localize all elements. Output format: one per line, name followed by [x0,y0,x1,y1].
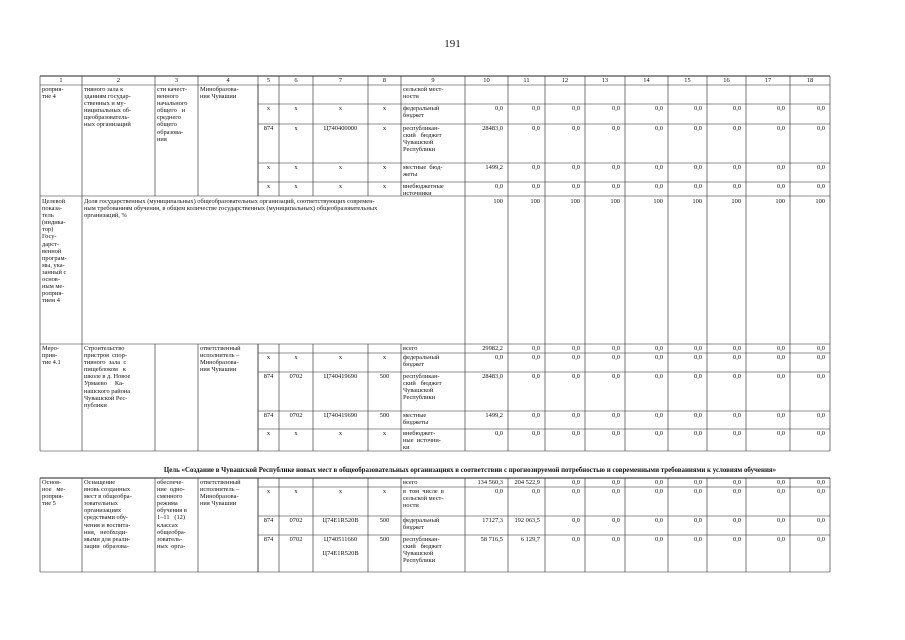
funding-source: в том числе в сельской мест- ности [403,488,444,510]
indicator-value: 100 [692,198,702,205]
cell-value: 0,0 [612,517,620,524]
header-number: 13 [601,77,609,84]
cell-section: x [294,488,298,495]
cell-value: 0,0 [655,183,663,190]
cell-expense-type: 500 [379,517,390,524]
indicator-label: Целевой показа- тель (индика- тор) Госу- дарст- венной програм- мы, ука- занный с основ- ным ме- роприя- тием 4 [42,198,67,305]
cell-value: 17127,3 [482,517,503,524]
cell-value: 0,0 [733,125,741,132]
cell-target-article: Ц74Е1R520В [322,517,359,524]
cell-expense-type: x [382,430,387,437]
indicator-value: 100 [815,198,825,205]
cell-value: 0,0 [655,536,663,543]
cell-value: 0,0 [572,536,580,543]
event-description: тивного зала к зданиям государ- ственных и му- ниципальных об- щеобразователь- ных организаций [84,86,132,129]
indicator-value: 100 [530,198,540,205]
indicator-value: 100 [731,198,741,205]
cell-value: 0,0 [612,412,620,419]
cell-value: 0,0 [572,517,580,524]
header-number: 16 [723,77,730,84]
cell-value: 0,0 [532,345,540,352]
header-number: 18 [806,77,814,84]
cell-value: 0,0 [733,105,741,112]
cell-value: 0,0 [777,517,785,524]
cell-value: 0,0 [612,488,620,495]
cell-value: 1499,2 [485,412,503,419]
header-number: 4 [226,77,230,84]
cell-value: 0,0 [694,164,702,171]
cell-value: 0,0 [777,105,785,112]
cell-value: 0,0 [655,164,663,171]
cell-value: 0,0 [694,479,702,486]
cell-value: 0,0 [817,373,825,380]
funding-source: местные бюджеты [403,412,429,427]
cell-value: 0,0 [777,345,785,352]
cell-value: 0,0 [612,125,620,132]
cell-value: 0,0 [655,373,663,380]
funding-source: федеральный бюджет [403,354,440,369]
cell-value: 0,0 [532,488,540,495]
cell-value: 0,0 [733,345,741,352]
cell-section: x [294,105,298,112]
event-label: Основ- ное ме- роприя- тие 5 [42,479,66,508]
cell-value: 0,0 [817,345,825,352]
cell-target-article: Ц740419690 [323,412,358,419]
cell-expense-type: 500 [379,373,390,380]
cell-value: 0,0 [572,345,580,352]
event-description: Оснащение вновь созданных мест в общеобра- зовательных организациях средствами обу- чения и воспита- ния, необходи- мыми для реали- зации образова- [84,479,132,550]
cell-section: 0702 [289,412,303,419]
cell-value: 0,0 [777,412,785,419]
cell-grbs: x [266,354,271,361]
header-number: 1 [59,77,63,84]
cell-value: 0,0 [532,354,540,361]
cell-value: 0,0 [612,479,620,486]
cell-value: 0,0 [495,430,503,437]
cell-value: 0,0 [612,354,620,361]
event-description: Строительство пристроя спор- тивного зала с пищеблоком к школе в д. Новое Урмаево Ка- нашского района Чувашской Рес- публики [84,345,131,409]
cell-target-article: x [338,430,343,437]
funding-source: внебюджет- ные источни- ки [403,430,441,452]
header-number: 11 [523,77,530,84]
cell-value: 0,0 [495,488,503,495]
cell-target-article: Ц740511660 Ц74Е1R520В [322,536,359,558]
cell-value: 204 522,9 [514,479,540,486]
cell-value: 0,0 [733,479,741,486]
cell-target-article: Ц740419690 [323,373,358,380]
cell-value: 0,0 [532,430,540,437]
indicator-value: 100 [493,198,503,205]
cell-section: x [294,164,298,171]
cell-value: 0,0 [694,373,702,380]
cell-expense-type: x [382,105,387,112]
indicator-value: 100 [570,198,580,205]
cell-value: 0,0 [694,125,702,132]
cell-value: 0,0 [733,430,741,437]
cell-value: 6 129,7 [520,536,540,543]
cell-value: 0,0 [655,488,663,495]
cell-target-article: x [338,164,343,171]
cell-value: 0,0 [655,517,663,524]
cell-value: 0,0 [655,412,663,419]
cell-value: 0,0 [733,488,741,495]
cell-value: 0,0 [817,479,825,486]
cell-value: 0,0 [733,373,741,380]
cell-expense-type: 500 [379,536,390,543]
header-number: 10 [483,77,490,84]
cell-value: 0,0 [655,345,663,352]
funding-source: местные бюд- жеты [403,164,443,179]
cell-value: 0,0 [694,183,702,190]
cell-value: 0,0 [655,354,663,361]
cell-value: 0,0 [572,164,580,171]
header-number: 2 [116,77,121,84]
cell-value: 0,0 [817,164,825,171]
cell-expense-type: x [382,125,387,132]
responsible-executor: Минобразова- ния Чувашии [200,86,239,101]
cell-value: 0,0 [777,183,785,190]
cell-value: 0,0 [572,354,580,361]
cell-value: 0,0 [777,488,785,495]
cell-value: 0,0 [817,354,825,361]
cell-value: 0,0 [694,488,702,495]
indicator-value: 100 [653,198,663,205]
cell-value: 0,0 [612,183,620,190]
cell-expense-type: x [382,488,387,495]
event-goal: сти качест- венного начального общего и среднего общего образова- ния [157,86,188,143]
funding-source: всего [403,345,418,352]
header-number: 17 [764,77,772,84]
cell-section: x [294,125,298,132]
cell-value: 0,0 [694,517,702,524]
cell-grbs: 874 [263,373,274,380]
cell-value: 0,0 [817,488,825,495]
cell-value: 0,0 [817,430,825,437]
cell-section: x [294,183,298,190]
cell-value: 0,0 [612,536,620,543]
cell-target-article: x [338,105,343,112]
indicator-value: 100 [775,198,785,205]
cell-value: 29982,2 [482,345,503,352]
cell-value: 0,0 [817,517,825,524]
cell-value: 0,0 [694,430,702,437]
responsible-executor: ответственный исполнитель – Минобразова- ния Чувашии [200,479,241,508]
funding-source: республикан- ский бюджет Чувашской Республики [403,536,442,565]
event-label: роприя- тие 4 [42,86,64,101]
funding-source: всего [403,479,418,486]
cell-value: 0,0 [733,354,741,361]
cell-target-article: x [338,354,343,361]
cell-grbs: 874 [263,125,274,132]
cell-value: 0,0 [817,536,825,543]
cell-value: 0,0 [495,354,503,361]
cell-value: 0,0 [733,183,741,190]
funding-source: сельской мест- ности [403,86,444,101]
event-label: Меро- прия- тие 4.1 [42,345,61,367]
cell-value: 0,0 [495,105,503,112]
cell-value: 0,0 [655,105,663,112]
cell-value: 28483,0 [482,125,503,132]
cell-expense-type: 500 [379,412,390,419]
cell-section: 0702 [289,536,303,543]
page-number: 191 [444,38,461,50]
cell-value: 0,0 [655,125,663,132]
indicator-value: 100 [610,198,620,205]
header-number: 7 [338,77,343,84]
cell-value: 0,0 [572,105,580,112]
funding-source: республикан- ский бюджет Чувашской Республики [403,373,442,402]
cell-target-article: Ц740400000 [323,125,358,132]
cell-grbs: x [266,105,271,112]
cell-value: 0,0 [694,345,702,352]
cell-value: 0,0 [733,517,741,524]
cell-value: 0,0 [612,430,620,437]
cell-value: 0,0 [694,354,702,361]
cell-value: 0,0 [572,479,580,486]
cell-grbs: x [266,430,271,437]
cell-value: 0,0 [733,412,741,419]
cell-grbs: 874 [263,536,274,543]
goal-heading: Цель «Создание в Чувашской Республике новых мест в общеобразовательных организациях в соответствии с прогнозируемой потребностью и современными требованиями к условиям обучения» [163,467,777,474]
responsible-executor: ответственный исполнитель – Минобразова- ния Чувашии [200,345,241,374]
event-goal: обеспече- ние одно- сменного режима обучения в 1–11 (12) классах общеобра- зователь- ных орга- [157,479,187,550]
cell-value: 0,0 [572,488,580,495]
cell-value: 0,0 [777,354,785,361]
cell-section: 0702 [289,517,303,524]
header-number: 6 [294,77,298,84]
cell-value: 0,0 [655,479,663,486]
header-number: 8 [382,77,387,84]
cell-grbs: x [266,183,271,190]
cell-value: 28483,0 [482,373,503,380]
cell-value: 0,0 [694,536,702,543]
cell-value: 0,0 [694,412,702,419]
cell-value: 0,0 [572,412,580,419]
cell-value: 0,0 [532,412,540,419]
cell-value: 0,0 [495,183,503,190]
cell-value: 0,0 [817,125,825,132]
cell-value: 0,0 [694,105,702,112]
cell-expense-type: x [382,354,387,361]
funding-source: внебюджетные источники [403,183,444,198]
header-number: 12 [561,77,569,84]
cell-value: 192 063,5 [514,517,540,524]
cell-value: 0,0 [532,125,540,132]
cell-value: 0,0 [733,164,741,171]
header-number: 9 [431,77,435,84]
header-number: 14 [643,77,650,84]
cell-value: 1499,2 [485,164,503,171]
cell-value: 0,0 [532,105,540,112]
cell-value: 0,0 [532,373,540,380]
cell-section: 0702 [289,373,303,380]
cell-value: 0,0 [572,373,580,380]
cell-value: 134 560,3 [477,479,503,486]
cell-value: 0,0 [612,345,620,352]
cell-grbs: x [266,488,271,495]
cell-value: 0,0 [817,183,825,190]
cell-section: x [294,354,298,361]
cell-grbs: 874 [263,517,274,524]
cell-value: 0,0 [817,105,825,112]
cell-expense-type: x [382,183,387,190]
header-number: 3 [174,77,179,84]
cell-value: 0,0 [612,164,620,171]
header-number: 15 [684,77,691,84]
funding-source: республикан- ский бюджет Чувашской Республики [403,125,442,154]
cell-value: 0,0 [655,430,663,437]
cell-value: 0,0 [532,164,540,171]
funding-source: федеральный бюджет [403,517,440,532]
cell-value: 0,0 [572,183,580,190]
cell-value: 0,0 [817,412,825,419]
funding-source: федеральный бюджет [403,105,440,120]
header-number: 5 [266,77,271,84]
cell-value: 0,0 [777,164,785,171]
cell-target-article: x [338,183,343,190]
cell-value: 0,0 [777,373,785,380]
cell-value: 0,0 [733,536,741,543]
cell-grbs: x [266,164,271,171]
cell-value: 0,0 [532,183,540,190]
cell-value: 58 716,5 [480,536,503,543]
cell-value: 0,0 [777,430,785,437]
cell-value: 0,0 [612,105,620,112]
cell-value: 0,0 [777,536,785,543]
cell-target-article: x [338,488,343,495]
cell-value: 0,0 [572,430,580,437]
cell-grbs: 874 [263,412,274,419]
cell-value: 0,0 [612,373,620,380]
cell-value: 0,0 [572,125,580,132]
cell-value: 0,0 [777,479,785,486]
cell-section: x [294,430,298,437]
indicator-text: Доля государственных (муниципальных) общеобразовательных организаций, соответствующих современ- ным требованиям обучения, в общем количестве государственных (муниципальных) общеобразовательных организаций, % [84,198,378,220]
cell-value: 0,0 [777,125,785,132]
cell-expense-type: x [382,164,387,171]
